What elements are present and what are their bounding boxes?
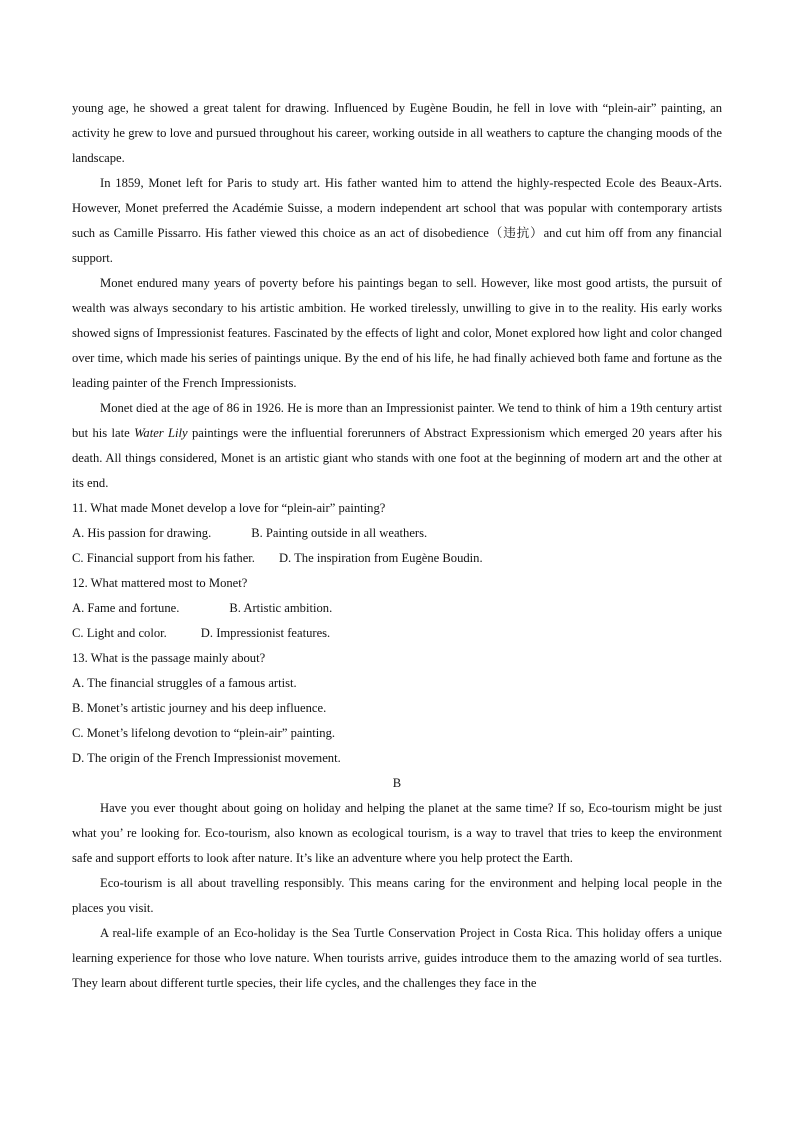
- question-12-stem: 12. What mattered most to Monet?: [72, 576, 248, 590]
- question-11-stem: 11. What made Monet develop a love for “plein-air” painting?: [72, 501, 386, 515]
- paragraph-4-text-start: Monet died at the age of 86 in 1926. He is more than an Impressionist painter. We tend to think of him a 19th century artist but his late: [72, 401, 722, 440]
- question-13-option-c: C. Monet’s lifelong devotion to “plein-air” painting.: [72, 726, 336, 740]
- question-11-option-a: A. His passion for drawing.: [72, 526, 212, 540]
- section-b-heading: B: [392, 776, 402, 790]
- question-13: [72, 646, 722, 771]
- section-b-paragraph-1: Have you ever thought about going on holiday and helping the planet at the same time? If so, Eco-tourism might be just what you’ re looking for. Eco-tourism, also known as ecological tourism, is a way to travel that tries to keep the environment safe and support efforts to look after nature. It’s like an adventure where you help protect the Earth.: [72, 801, 722, 865]
- passage-a-paragraph-3: Monet endured many years of poverty before his paintings began to sell. However, like most good artists, the pursuit of wealth was always secondary to his artistic ambition. He worked tirelessly, unwilling to give in to the reality. His early works showed signs of Impressionist features. Fascinated by the effects of light and color, Monet explored how light and color changed over time, which made his series of paintings unique. By the end of his life, he had finally achieved both fame and fortune as the leading painter of the French Impressionists.: [72, 276, 722, 390]
- paragraph-4-text-end: paintings were the influential forerunners of Abstract Expressionism which emerged 20 years after his death. All things considered, Monet is an artistic giant who stands with one foot at the beginning of modern art and the other at its end.: [72, 426, 722, 490]
- question-11: [72, 496, 722, 571]
- question-12-options-row-2: [72, 621, 722, 646]
- passage-a-paragraph-2: In 1859, Monet left for Paris to study art. His father wanted him to attend the highly-respected Ecole des Beaux-Arts. However, Monet preferred the Académie Suisse, a modern independent art school that was popular with contemporary artists such as Camille Pissarro. His father viewed this choice as an act of disobedience（违抗）and cut him off from any financial support.: [72, 176, 722, 265]
- question-11-options-row-1: [72, 521, 722, 546]
- question-11-option-c: C. Financial support from his father.: [72, 551, 255, 565]
- question-11-option-d: D. The inspiration from Eugène Boudin.: [278, 551, 483, 565]
- question-13-option-b: B. Monet’s artistic journey and his deep influence.: [72, 701, 327, 715]
- question-13-option-d: D. The origin of the French Impressionist movement.: [72, 751, 341, 765]
- question-11-option-b: B. Painting outside in all weathers.: [251, 526, 428, 540]
- water-lily-title: Water Lily: [134, 426, 188, 440]
- question-12-options-row-1: [72, 596, 722, 621]
- question-12-option-b: B. Artistic ambition.: [229, 601, 333, 615]
- passage-a-paragraph-1: young age, he showed a great talent for drawing. Influenced by Eugène Boudin, he fell in love with “plein-air” painting, an activity he grew to love and pursued throughout his career, working outside in all weathers to capture the changing moods of the landscape.: [72, 101, 722, 165]
- question-12-option-d: D. Impressionist features.: [200, 626, 331, 640]
- section-b-paragraph-2: Eco-tourism is all about travelling responsibly. This means caring for the environment and helping local people in the places you visit.: [72, 876, 722, 915]
- question-13-stem: 13. What is the passage mainly about?: [72, 651, 266, 665]
- question-13-option-a: A. The financial struggles of a famous artist.: [72, 676, 297, 690]
- question-12-option-a: A. Fame and fortune.: [72, 601, 180, 615]
- section-b-paragraph-3: A real-life example of an Eco-holiday is the Sea Turtle Conservation Project in Costa Rica. This holiday offers a unique learning experience for those who love nature. When tourists arrive, guides introduce them to the amazing world of sea turtles. They learn about different turtle species, their life cycles, and the challenges they face in the: [72, 926, 722, 990]
- passage-a-paragraph-4: [72, 396, 722, 496]
- question-11-options-row-2: [72, 546, 722, 571]
- exam-page-content: [72, 96, 722, 996]
- question-12-option-c: C. Light and color.: [72, 626, 167, 640]
- question-12: [72, 571, 722, 646]
